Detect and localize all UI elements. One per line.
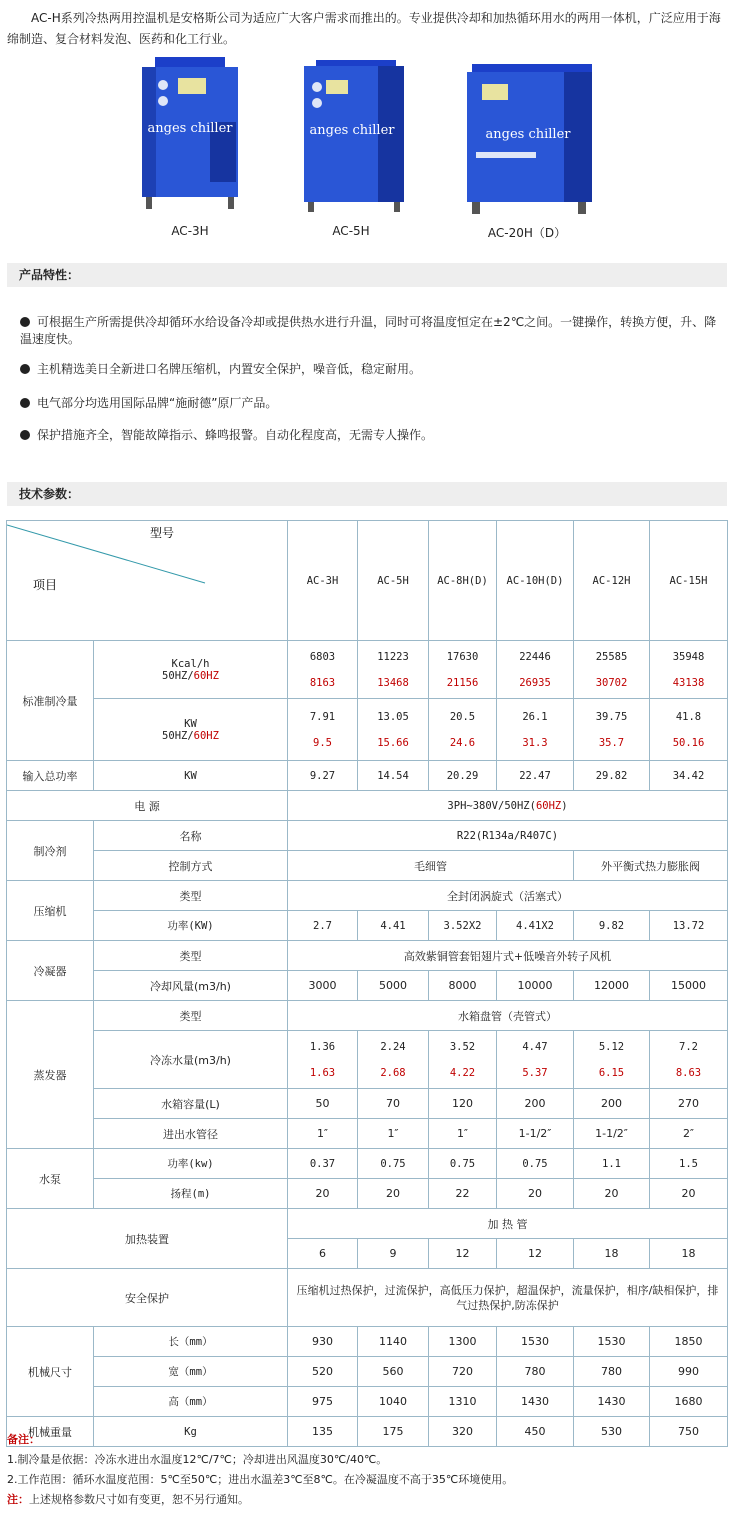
value-cell: 0.75 — [429, 1149, 497, 1179]
value-cell: 0.75 — [497, 1149, 574, 1179]
product-ac-20h — [452, 52, 602, 241]
value-cell: 1850 — [650, 1327, 728, 1357]
value-cell: 1″ — [358, 1119, 429, 1149]
row-label: 电 源 — [7, 791, 288, 821]
value-cell: 0.37 — [288, 1149, 358, 1179]
value-cell: 12000 — [574, 971, 650, 1001]
value-cell: 1430 — [497, 1387, 574, 1417]
spec-table — [6, 520, 728, 1447]
product-caption: AC-5H — [332, 224, 370, 238]
value-cell: 22446 26935 — [497, 641, 574, 699]
value-cell: 1300 — [429, 1327, 497, 1357]
value-cell: R22(R134a/R407C) — [288, 821, 728, 851]
product-ac-5h — [276, 52, 426, 238]
value-cell: 1″ — [288, 1119, 358, 1149]
value-cell: 20 — [358, 1179, 429, 1209]
value-cell: 10000 — [497, 971, 574, 1001]
value-cell: 25585 30702 — [574, 641, 650, 699]
row-label: 机械尺寸 — [7, 1327, 94, 1417]
value-cell: 3000 — [288, 971, 358, 1001]
value-cell: 750 — [650, 1417, 728, 1447]
feature-item: 可根据生产所需提供冷却循环水给设备冷却或提供热水进行升温，同时可将温度恒定在±2℃之间。一键操作，转换方便，升、降温速度快。 — [20, 315, 717, 346]
sub-label: 名称 — [94, 821, 288, 851]
value-cell: 39.75 35.7 — [574, 699, 650, 761]
row-label: 蒸发器 — [7, 1001, 94, 1149]
value-cell: 1680 — [650, 1387, 728, 1417]
value-cell: 1.5 — [650, 1149, 728, 1179]
sub-label: 功率(kw) — [94, 1149, 288, 1179]
chiller-unit-image — [452, 52, 602, 220]
value-cell: 1.36 1.63 — [288, 1031, 358, 1089]
model-header: AC-5H — [358, 521, 429, 641]
value-cell: 17630 21156 — [429, 641, 497, 699]
value-cell: 5000 — [358, 971, 429, 1001]
sub-label: 高（mm） — [94, 1387, 288, 1417]
intro-paragraph: AC-H系列冷热两用控温机是安格斯公司为适应广大客户需求而推出的。专业提供冷却和加热循环用水的两用一体机，广泛应用于海绵制造、复合材料发泡、医药和化工行业。 — [7, 11, 721, 46]
svg-text:项目: 项目 — [32, 578, 58, 592]
value-cell: 13.05 15.66 — [358, 699, 429, 761]
value-cell: 560 — [358, 1357, 429, 1387]
value-cell: 11223 13468 — [358, 641, 429, 699]
row-label: 安全保护 — [7, 1269, 288, 1327]
value-cell: 2″ — [650, 1119, 728, 1149]
value-cell: 520 — [288, 1357, 358, 1387]
row-label: 压缩机 — [7, 881, 94, 941]
value-cell: 加 热 管 — [288, 1209, 728, 1239]
chiller-unit-image — [130, 52, 250, 220]
product-caption: AC-20H（D） — [487, 226, 567, 240]
svg-text:anges chiller: anges chiller — [147, 121, 233, 136]
value-cell: 270 — [650, 1089, 728, 1119]
sub-label: 功率(KW) — [94, 911, 288, 941]
value-cell: 1140 — [358, 1327, 429, 1357]
value-cell: 990 — [650, 1357, 728, 1387]
value-cell: 9 — [358, 1239, 429, 1269]
sub-label: 冷却风量(m3/h) — [94, 971, 288, 1001]
value-cell: 1.1 — [574, 1149, 650, 1179]
row-label: 机械重量 — [7, 1417, 94, 1447]
value-cell: 22.47 — [497, 761, 574, 791]
value-cell: 200 — [497, 1089, 574, 1119]
bullet-icon — [20, 398, 30, 408]
value-cell: 9.27 — [288, 761, 358, 791]
sub-label: 类型 — [94, 1001, 288, 1031]
value-cell: 26.1 31.3 — [497, 699, 574, 761]
diagonal-line — [7, 521, 288, 641]
section-header-specs: 技术参数： — [7, 482, 727, 506]
value-cell: 1″ — [429, 1119, 497, 1149]
chiller-unit-image — [286, 52, 416, 220]
value-cell: 1430 — [574, 1387, 650, 1417]
product-ac-3h — [115, 52, 265, 238]
value-cell: 41.8 50.16 — [650, 699, 728, 761]
value-cell: 975 — [288, 1387, 358, 1417]
value-cell: 1530 — [574, 1327, 650, 1357]
value-cell: 4.47 5.37 — [497, 1031, 574, 1089]
sub-label: 扬程(m) — [94, 1179, 288, 1209]
value-cell: 1-1/2″ — [497, 1119, 574, 1149]
value-cell: 1-1/2″ — [574, 1119, 650, 1149]
value-cell: 4.41X2 — [497, 911, 574, 941]
value-cell: 14.54 — [358, 761, 429, 791]
value-cell: 水箱盘管（壳管式） — [288, 1001, 728, 1031]
value-cell: 9.82 — [574, 911, 650, 941]
note-line: 2.工作范围：循环水温度范围：5℃至50℃；进出水温差3℃至8℃。在冷凝温度不高于35℃环境使用。 — [7, 1473, 514, 1486]
row-label: 加热装置 — [7, 1209, 288, 1269]
section-header-features: 产品特性： — [7, 263, 727, 287]
value-cell: 18 — [650, 1239, 728, 1269]
value-cell: 530 — [574, 1417, 650, 1447]
note-line: 1.制冷量是依据：冷冻水进出水温度12℃/7℃；冷却进出风温度30℃/40℃。 — [7, 1453, 388, 1466]
sub-label: 类型 — [94, 941, 288, 971]
value-cell: 22 — [429, 1179, 497, 1209]
value-cell: 12 — [497, 1239, 574, 1269]
value-cell: 120 — [429, 1089, 497, 1119]
value-cell: 20 — [288, 1179, 358, 1209]
value-cell: 930 — [288, 1327, 358, 1357]
value-cell: 3.52 4.22 — [429, 1031, 497, 1089]
note-line: 注：上述规格参数尺寸如有变更，恕不另行通知。 — [7, 1493, 249, 1506]
feature-item: 电气部分均选用国际品牌“施耐德”原厂产品。 — [20, 395, 720, 412]
unit-cell: Kcal/h 50HZ/60HZ — [94, 641, 288, 699]
value-cell: 2.24 2.68 — [358, 1031, 429, 1089]
value-cell: 1530 — [497, 1327, 574, 1357]
table-corner-header — [7, 521, 288, 641]
value-cell: 34.42 — [650, 761, 728, 791]
value-cell: 29.82 — [574, 761, 650, 791]
row-label: 标准制冷量 — [7, 641, 94, 761]
svg-text:型号: 型号 — [149, 526, 175, 540]
sub-label: 进出水管径 — [94, 1119, 288, 1149]
value-cell: 12 — [429, 1239, 497, 1269]
notes-title: 备注： — [7, 1433, 40, 1446]
product-caption: AC-3H — [171, 224, 209, 238]
value-cell: 4.41 — [358, 911, 429, 941]
sub-label: 宽（mm） — [94, 1357, 288, 1387]
value-cell: 780 — [497, 1357, 574, 1387]
unit-cell: Kg — [94, 1417, 288, 1447]
feature-item: 主机精选美日全新进口名牌压缩机，内置安全保护，噪音低，稳定耐用。 — [20, 361, 720, 378]
value-cell: 18 — [574, 1239, 650, 1269]
value-cell: 高效紫铜管套铝翅片式+低噪音外转子风机 — [288, 941, 728, 971]
sub-label: 冷冻水量(m3/h) — [94, 1031, 288, 1089]
value-cell: 6803 8163 — [288, 641, 358, 699]
value-cell: 200 — [574, 1089, 650, 1119]
value-cell: 320 — [429, 1417, 497, 1447]
value-cell: 5.12 6.15 — [574, 1031, 650, 1089]
svg-text:anges chiller: anges chiller — [485, 127, 571, 142]
sub-label: 类型 — [94, 881, 288, 911]
value-cell: 720 — [429, 1357, 497, 1387]
value-cell: 135 — [288, 1417, 358, 1447]
value-cell: 175 — [358, 1417, 429, 1447]
value-cell: 全封闭涡旋式（活塞式） — [288, 881, 728, 911]
value-cell: 压缩机过热保护，过流保护，高低压力保护，超温保护，流量保护，相序/缺相保护，排气过热保护,防冻保护 — [288, 1269, 728, 1327]
row-label: 水泵 — [7, 1149, 94, 1209]
value-cell: 20.5 24.6 — [429, 699, 497, 761]
value-cell: 450 — [497, 1417, 574, 1447]
row-label: 冷凝器 — [7, 941, 94, 1001]
sub-label: 控制方式 — [94, 851, 288, 881]
svg-text:anges chiller: anges chiller — [309, 123, 395, 138]
value-cell: 20 — [574, 1179, 650, 1209]
value-cell: 3PH~380V/50HZ(60HZ) — [288, 791, 728, 821]
sub-label: 水箱容量(L) — [94, 1089, 288, 1119]
value-cell: 1310 — [429, 1387, 497, 1417]
notes-block — [7, 1430, 732, 1510]
value-cell: 1040 — [358, 1387, 429, 1417]
sub-label: 长（mm） — [94, 1327, 288, 1357]
bullet-icon — [20, 317, 30, 327]
row-label: 制冷剂 — [7, 821, 94, 881]
value-cell: 70 — [358, 1089, 429, 1119]
value-cell: 8000 — [429, 971, 497, 1001]
value-cell: 780 — [574, 1357, 650, 1387]
value-cell: 7.2 8.63 — [650, 1031, 728, 1089]
unit-cell: KW 50HZ/60HZ — [94, 699, 288, 761]
bullet-icon — [20, 430, 30, 440]
row-label: 输入总功率 — [7, 761, 94, 791]
model-header: AC-12H — [574, 521, 650, 641]
value-cell: 50 — [288, 1089, 358, 1119]
value-cell: 15000 — [650, 971, 728, 1001]
bullet-icon — [20, 364, 30, 374]
value-cell: 2.7 — [288, 911, 358, 941]
value-cell: 13.72 — [650, 911, 728, 941]
value-cell: 20.29 — [429, 761, 497, 791]
value-cell: 外平衡式热力膨胀阀 — [574, 851, 728, 881]
unit-cell: KW — [94, 761, 288, 791]
value-cell: 7.91 9.5 — [288, 699, 358, 761]
feature-item: 保护措施齐全，智能故障指示、蜂鸣报警。自动化程度高，无需专人操作。 — [20, 427, 720, 444]
value-cell: 毛细管 — [288, 851, 574, 881]
value-cell: 0.75 — [358, 1149, 429, 1179]
model-header: AC-3H — [288, 521, 358, 641]
value-cell: 6 — [288, 1239, 358, 1269]
value-cell: 20 — [650, 1179, 728, 1209]
model-header: AC-15H — [650, 521, 728, 641]
model-header: AC-10H(D) — [497, 521, 574, 641]
value-cell: 20 — [497, 1179, 574, 1209]
value-cell: 35948 43138 — [650, 641, 728, 699]
model-header: AC-8H(D) — [429, 521, 497, 641]
value-cell: 3.52X2 — [429, 911, 497, 941]
